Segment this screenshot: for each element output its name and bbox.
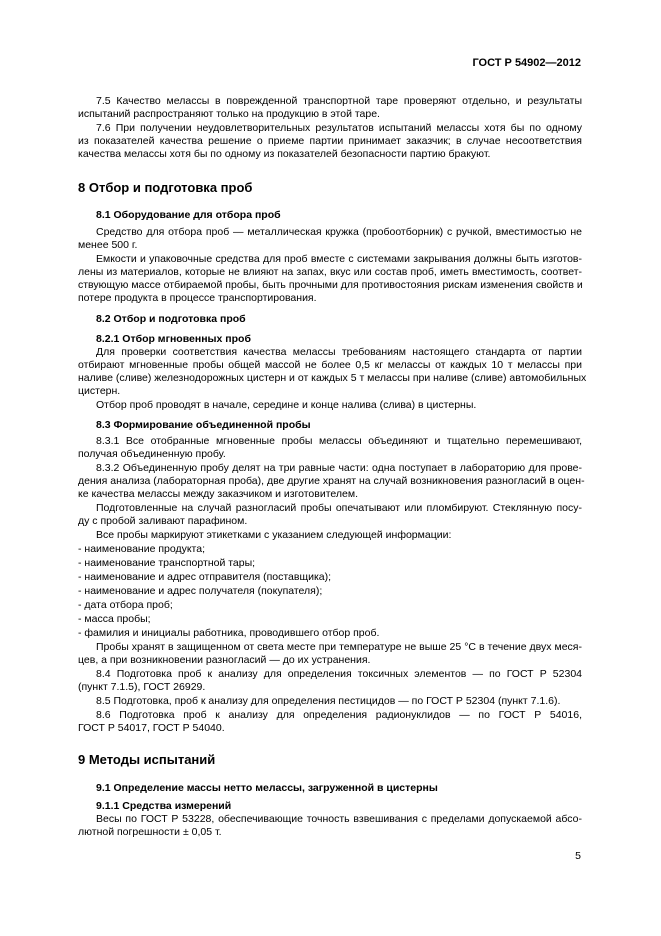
section-9-1-title: 9.1 Определение массы нетто мелассы, загруженной в цистерны [96, 782, 438, 794]
paragraph-8-4-line-1: 8.4 Подготовка проб к анализу для определения токсичных элементов — по ГОСТ Р 52304 [96, 668, 582, 680]
label-list-item: - наименование транспортной тары; [78, 557, 256, 569]
paragraph-8-6-line-2: ГОСТ Р 54017, ГОСТ Р 54040. [78, 722, 225, 734]
label-list-item: - наименование и адрес отправителя (поставщика); [78, 571, 332, 583]
label-list-item: - наименование и адрес получателя (покупателя); [78, 585, 323, 597]
paragraph-8-1b-line-4: потере продукта в процессе транспортирования. [78, 292, 317, 304]
section-8-title: 8 Отбор и подготовка проб [78, 180, 253, 195]
paragraph-storage-line-1: Пробы хранят в защищенном от света месте при температуре не выше 25 °С в течение двух меся- [96, 641, 582, 653]
paragraph-8-6-line-1: 8.6 Подготовка проб к анализу для определения радионуклидов — по ГОСТ Р 54016, [96, 709, 582, 721]
standard-header: ГОСТ Р 54902—2012 [472, 57, 581, 69]
paragraph-8-1a-line-1: Средство для отбора проб — металлическая кружка (пробоотборник) с ручкой, вместимостью не [96, 226, 582, 238]
label-list-item: - масса пробы; [78, 613, 151, 625]
paragraph-7-6-line-1: 7.6 При получении неудовлетворительных результатов испытаний мелассы хотя бы по одному [96, 122, 582, 134]
paragraph-8-3-2-line-1: 8.3.2 Объединенную пробу делят на три равные части: одна поступает в лабораторию для прове- [96, 462, 582, 474]
paragraph-8-3-1-line-2: получая объединенную пробу. [78, 448, 226, 460]
paragraph-8-2-1-line-4: цистерн. [78, 385, 121, 397]
paragraph-8-3-2-line-3: ке качества мелассы между заказчиком и изготовителем. [78, 488, 359, 500]
paragraph-8-3-2-line-2: дения анализа (лабораторная проба), две другие хранят на случай возникновения разногласий в оцен- [78, 475, 585, 487]
paragraph-9-1-1-line-2: лютной погрешности ± 0,05 т. [78, 826, 222, 838]
paragraph-7-6-line-2: из показателей качества решение о приеме партии принимает заказчик; в случае несоответствия [78, 135, 582, 147]
section-9-1-1-title: 9.1.1 Средства измерений [96, 800, 232, 812]
section-9-title: 9 Методы испытаний [78, 752, 216, 767]
paragraph-8-3-2b-line-1: Подготовленные на случай разногласий пробы опечатывают или пломбируют. Стеклянную посу- [96, 502, 582, 514]
section-8-1-title: 8.1 Оборудование для отбора проб [96, 209, 281, 221]
paragraph-8-1b-line-1: Емкости и упаковочные средства для проб вместе с системами закрывания должны быть изготов- [96, 253, 582, 265]
page-number: 5 [575, 850, 581, 862]
paragraph-9-1-1-line-1: Весы по ГОСТ Р 53228, обеспечивающие точность взвешивания с пределами допускаемой абсо- [96, 813, 582, 825]
paragraph-8-3-2c: Все пробы маркируют этикетками с указанием следующей информации: [96, 529, 452, 541]
paragraph-8-2-1-line-1: Для проверки соответствия качества мелассы требованиям настоящего стандарта от партии [96, 346, 582, 358]
paragraph-8-1a-line-2: менее 500 г. [78, 239, 138, 251]
paragraph-8-3-2b-line-2: ду с пробой заливают парафином. [78, 515, 248, 527]
section-8-2-title: 8.2 Отбор и подготовка проб [96, 313, 246, 325]
paragraph-8-2-1-line-3: наливе (сливе) железнодорожных цистерн и от каждых 5 т мелассы при наливе (сливе) автомобильных [78, 372, 587, 384]
label-list-item: - дата отбора проб; [78, 599, 173, 611]
paragraph-8-4-line-2: (пункт 7.1.5), ГОСТ 26929. [78, 681, 206, 693]
paragraph-7-5-line-2: испытаний распространяют только на продукцию в этой таре. [78, 108, 380, 120]
paragraph-8-1b-line-2: лены из материалов, которые не влияют на запах, вкус или состав проб, иметь вместимость, соответ- [78, 266, 582, 278]
paragraph-8-1b-line-3: ствующую массе отбираемой пробы, быть прочными для противостояния рискам изменения свойств и [78, 279, 583, 291]
paragraph-8-3-1-line-1: 8.3.1 Все отобранные мгновенные пробы мелассы объединяют и тщательно перемешивают, [96, 435, 582, 447]
paragraph-8-5: 8.5 Подготовка, проб к анализу для определения пестицидов — по ГОСТ Р 52304 (пункт 7.1.6). [96, 695, 561, 707]
paragraph-7-6-line-3: качества мелассы хотя бы по одному из показателей безопасности партию бракуют. [78, 148, 491, 160]
paragraph-8-2-1-line-2: отбирают мгновенные пробы общей массой не более 0,5 кг мелассы от каждых 10 т мелассы при [78, 359, 582, 371]
paragraph-8-2-1b: Отбор проб проводят в начале, середине и конце налива (слива) в цистерны. [96, 399, 477, 411]
section-8-3-title: 8.3 Формирование объединенной пробы [96, 419, 311, 431]
label-list-item: - фамилия и инициалы работника, проводившего отбор проб. [78, 627, 380, 639]
paragraph-storage-line-2: цев, а при возникновении разногласий — до их устранения. [78, 654, 371, 666]
paragraph-7-5-line-1: 7.5 Качество мелассы в поврежденной транспортной таре проверяют отдельно, и результаты [96, 95, 582, 107]
section-8-2-1-title: 8.2.1 Отбор мгновенных проб [96, 333, 251, 345]
label-list-item: - наименование продукта; [78, 543, 206, 555]
